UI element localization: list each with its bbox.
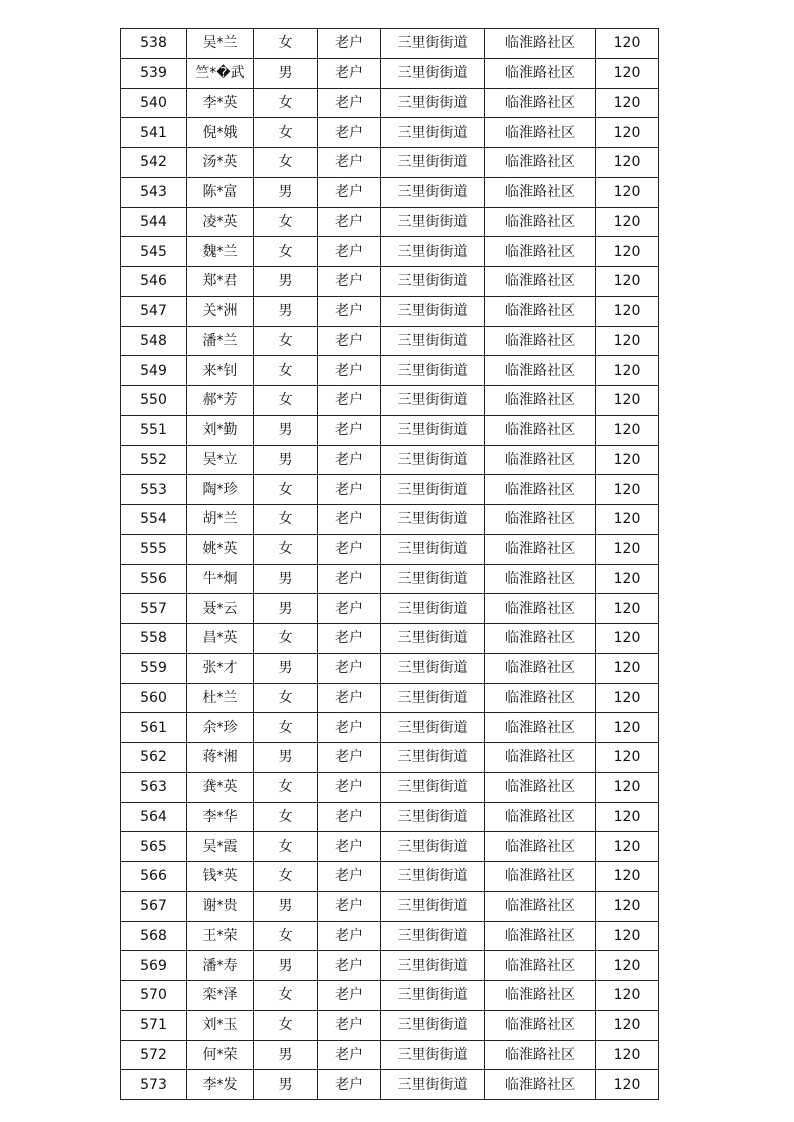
community-cell: 临淮路社区 [485,207,596,237]
name-cell: 聂*云 [187,594,254,624]
street-cell: 三里街街道 [381,713,485,743]
table-row [121,29,659,59]
row-number-cell: 558 [121,624,187,654]
amount-cell: 120 [596,772,659,802]
household-type-cell: 老户 [318,713,381,743]
amount-cell: 120 [596,148,659,178]
table-row [121,534,659,564]
table-row [121,891,659,921]
row-number-cell: 551 [121,415,187,445]
gender-cell: 女 [254,1010,318,1040]
gender-cell: 男 [254,951,318,981]
household-type-cell: 老户 [318,683,381,713]
community-cell: 临淮路社区 [485,505,596,535]
street-cell: 三里街街道 [381,505,485,535]
gender-cell: 女 [254,624,318,654]
community-cell: 临淮路社区 [485,445,596,475]
row-number-cell: 571 [121,1010,187,1040]
household-type-cell: 老户 [318,921,381,951]
street-cell: 三里街街道 [381,386,485,416]
row-number-cell: 547 [121,296,187,326]
street-cell: 三里街街道 [381,58,485,88]
row-number-cell: 559 [121,653,187,683]
roster-table-body [121,29,659,1100]
street-cell: 三里街街道 [381,981,485,1011]
name-cell: 吴*立 [187,445,254,475]
table-row [121,415,659,445]
row-number-cell: 564 [121,802,187,832]
household-type-cell: 老户 [318,653,381,683]
gender-cell: 男 [254,267,318,297]
name-cell: 吴*霞 [187,832,254,862]
table-row [121,475,659,505]
row-number-cell: 550 [121,386,187,416]
amount-cell: 120 [596,386,659,416]
household-type-cell: 老户 [318,862,381,892]
community-cell: 临淮路社区 [485,772,596,802]
gender-cell: 女 [254,88,318,118]
street-cell: 三里街街道 [381,772,485,802]
household-type-cell: 老户 [318,1070,381,1100]
community-cell: 临淮路社区 [485,118,596,148]
street-cell: 三里街街道 [381,29,485,59]
name-cell: 吴*兰 [187,29,254,59]
table-row [121,624,659,654]
name-cell: 胡*兰 [187,505,254,535]
amount-cell: 120 [596,356,659,386]
row-number-cell: 544 [121,207,187,237]
name-cell: 关*洲 [187,296,254,326]
household-type-cell: 老户 [318,386,381,416]
street-cell: 三里街街道 [381,445,485,475]
amount-cell: 120 [596,505,659,535]
gender-cell: 女 [254,148,318,178]
amount-cell: 120 [596,475,659,505]
household-type-cell: 老户 [318,445,381,475]
street-cell: 三里街街道 [381,118,485,148]
household-type-cell: 老户 [318,475,381,505]
community-cell: 临淮路社区 [485,88,596,118]
table-row [121,951,659,981]
street-cell: 三里街街道 [381,653,485,683]
household-type-cell: 老户 [318,207,381,237]
name-cell: 牛*炯 [187,564,254,594]
gender-cell: 女 [254,237,318,267]
row-number-cell: 545 [121,237,187,267]
name-cell: 魏*兰 [187,237,254,267]
household-type-cell: 老户 [318,534,381,564]
gender-cell: 男 [254,177,318,207]
community-cell: 临淮路社区 [485,981,596,1011]
amount-cell: 120 [596,29,659,59]
street-cell: 三里街街道 [381,743,485,773]
gender-cell: 男 [254,445,318,475]
amount-cell: 120 [596,296,659,326]
household-type-cell: 老户 [318,743,381,773]
name-cell: 刘*玉 [187,1010,254,1040]
amount-cell: 120 [596,564,659,594]
gender-cell: 男 [254,415,318,445]
table-row [121,832,659,862]
household-type-cell: 老户 [318,505,381,535]
community-cell: 临淮路社区 [485,891,596,921]
gender-cell: 女 [254,475,318,505]
household-type-cell: 老户 [318,177,381,207]
name-cell: 龚*英 [187,772,254,802]
street-cell: 三里街街道 [381,802,485,832]
household-type-cell: 老户 [318,267,381,297]
amount-cell: 120 [596,1010,659,1040]
name-cell: 陈*富 [187,177,254,207]
street-cell: 三里街街道 [381,177,485,207]
row-number-cell: 573 [121,1070,187,1100]
table-row [121,386,659,416]
name-cell: 凌*英 [187,207,254,237]
name-cell: 李*发 [187,1070,254,1100]
street-cell: 三里街街道 [381,1040,485,1070]
row-number-cell: 568 [121,921,187,951]
amount-cell: 120 [596,891,659,921]
community-cell: 临淮路社区 [485,624,596,654]
table-row [121,237,659,267]
gender-cell: 女 [254,832,318,862]
name-cell: 竺*�武 [187,58,254,88]
table-row [121,118,659,148]
gender-cell: 女 [254,772,318,802]
gender-cell: 女 [254,683,318,713]
amount-cell: 120 [596,267,659,297]
gender-cell: 女 [254,981,318,1011]
gender-cell: 男 [254,296,318,326]
table-row [121,921,659,951]
community-cell: 临淮路社区 [485,267,596,297]
street-cell: 三里街街道 [381,951,485,981]
row-number-cell: 553 [121,475,187,505]
community-cell: 临淮路社区 [485,415,596,445]
amount-cell: 120 [596,326,659,356]
gender-cell: 女 [254,862,318,892]
name-cell: 李*英 [187,88,254,118]
table-row [121,356,659,386]
street-cell: 三里街街道 [381,207,485,237]
table-row [121,88,659,118]
name-cell: 姚*英 [187,534,254,564]
name-cell: 来*钊 [187,356,254,386]
street-cell: 三里街街道 [381,88,485,118]
name-cell: 潘*兰 [187,326,254,356]
amount-cell: 120 [596,683,659,713]
row-number-cell: 542 [121,148,187,178]
community-cell: 临淮路社区 [485,386,596,416]
row-number-cell: 560 [121,683,187,713]
table-row [121,743,659,773]
row-number-cell: 552 [121,445,187,475]
name-cell: 余*珍 [187,713,254,743]
row-number-cell: 538 [121,29,187,59]
row-number-cell: 555 [121,534,187,564]
gender-cell: 女 [254,921,318,951]
table-row [121,564,659,594]
amount-cell: 120 [596,624,659,654]
row-number-cell: 541 [121,118,187,148]
community-cell: 临淮路社区 [485,921,596,951]
street-cell: 三里街街道 [381,267,485,297]
street-cell: 三里街街道 [381,237,485,267]
community-cell: 临淮路社区 [485,29,596,59]
community-cell: 临淮路社区 [485,148,596,178]
row-number-cell: 539 [121,58,187,88]
row-number-cell: 563 [121,772,187,802]
household-type-cell: 老户 [318,951,381,981]
amount-cell: 120 [596,445,659,475]
table-row [121,505,659,535]
community-cell: 临淮路社区 [485,1010,596,1040]
community-cell: 临淮路社区 [485,951,596,981]
table-row [121,58,659,88]
gender-cell: 女 [254,505,318,535]
table-row [121,1010,659,1040]
amount-cell: 120 [596,594,659,624]
community-cell: 临淮路社区 [485,1040,596,1070]
amount-cell: 120 [596,237,659,267]
table-row [121,713,659,743]
community-cell: 临淮路社区 [485,1070,596,1100]
street-cell: 三里街街道 [381,1070,485,1100]
household-type-cell: 老户 [318,29,381,59]
table-row [121,862,659,892]
household-type-cell: 老户 [318,772,381,802]
gender-cell: 男 [254,1070,318,1100]
street-cell: 三里街街道 [381,1010,485,1040]
table-row [121,772,659,802]
table-row [121,148,659,178]
table-row [121,267,659,297]
amount-cell: 120 [596,981,659,1011]
table-row [121,326,659,356]
household-type-cell: 老户 [318,118,381,148]
household-type-cell: 老户 [318,237,381,267]
amount-cell: 120 [596,951,659,981]
amount-cell: 120 [596,58,659,88]
amount-cell: 120 [596,1040,659,1070]
street-cell: 三里街街道 [381,534,485,564]
community-cell: 临淮路社区 [485,594,596,624]
row-number-cell: 543 [121,177,187,207]
gender-cell: 女 [254,386,318,416]
row-number-cell: 562 [121,743,187,773]
table-row [121,445,659,475]
amount-cell: 120 [596,534,659,564]
name-cell: 张*才 [187,653,254,683]
gender-cell: 男 [254,743,318,773]
name-cell: 何*荣 [187,1040,254,1070]
household-type-cell: 老户 [318,624,381,654]
roster-table [120,28,659,1100]
street-cell: 三里街街道 [381,832,485,862]
table-row [121,981,659,1011]
row-number-cell: 567 [121,891,187,921]
household-type-cell: 老户 [318,564,381,594]
street-cell: 三里街街道 [381,683,485,713]
amount-cell: 120 [596,1070,659,1100]
community-cell: 临淮路社区 [485,832,596,862]
row-number-cell: 566 [121,862,187,892]
name-cell: 杜*兰 [187,683,254,713]
community-cell: 临淮路社区 [485,743,596,773]
street-cell: 三里街街道 [381,564,485,594]
gender-cell: 男 [254,1040,318,1070]
gender-cell: 女 [254,356,318,386]
street-cell: 三里街街道 [381,326,485,356]
row-number-cell: 565 [121,832,187,862]
community-cell: 临淮路社区 [485,356,596,386]
amount-cell: 120 [596,207,659,237]
gender-cell: 男 [254,594,318,624]
table-row [121,594,659,624]
name-cell: 郝*芳 [187,386,254,416]
household-type-cell: 老户 [318,356,381,386]
gender-cell: 女 [254,29,318,59]
row-number-cell: 572 [121,1040,187,1070]
name-cell: 倪*娥 [187,118,254,148]
gender-cell: 女 [254,118,318,148]
name-cell: 汤*英 [187,148,254,178]
community-cell: 临淮路社区 [485,534,596,564]
row-number-cell: 569 [121,951,187,981]
household-type-cell: 老户 [318,1040,381,1070]
street-cell: 三里街街道 [381,624,485,654]
name-cell: 潘*寿 [187,951,254,981]
community-cell: 临淮路社区 [485,237,596,267]
name-cell: 钱*英 [187,862,254,892]
row-number-cell: 546 [121,267,187,297]
amount-cell: 120 [596,88,659,118]
community-cell: 临淮路社区 [485,475,596,505]
gender-cell: 男 [254,891,318,921]
street-cell: 三里街街道 [381,296,485,326]
community-cell: 临淮路社区 [485,713,596,743]
amount-cell: 120 [596,653,659,683]
household-type-cell: 老户 [318,832,381,862]
row-number-cell: 540 [121,88,187,118]
amount-cell: 120 [596,177,659,207]
amount-cell: 120 [596,118,659,148]
community-cell: 临淮路社区 [485,58,596,88]
community-cell: 临淮路社区 [485,564,596,594]
name-cell: 栾*泽 [187,981,254,1011]
row-number-cell: 549 [121,356,187,386]
household-type-cell: 老户 [318,415,381,445]
row-number-cell: 554 [121,505,187,535]
street-cell: 三里街街道 [381,356,485,386]
street-cell: 三里街街道 [381,862,485,892]
household-type-cell: 老户 [318,891,381,921]
table-row [121,653,659,683]
community-cell: 临淮路社区 [485,326,596,356]
household-type-cell: 老户 [318,296,381,326]
community-cell: 临淮路社区 [485,296,596,326]
table-row [121,177,659,207]
amount-cell: 120 [596,832,659,862]
table-row [121,296,659,326]
name-cell: 李*华 [187,802,254,832]
row-number-cell: 561 [121,713,187,743]
table-row [121,683,659,713]
name-cell: 刘*勤 [187,415,254,445]
name-cell: 昌*英 [187,624,254,654]
table-row [121,802,659,832]
household-type-cell: 老户 [318,594,381,624]
amount-cell: 120 [596,862,659,892]
amount-cell: 120 [596,713,659,743]
household-type-cell: 老户 [318,802,381,832]
table-row [121,1070,659,1100]
gender-cell: 女 [254,713,318,743]
gender-cell: 女 [254,802,318,832]
community-cell: 临淮路社区 [485,802,596,832]
gender-cell: 女 [254,207,318,237]
gender-cell: 女 [254,326,318,356]
amount-cell: 120 [596,921,659,951]
street-cell: 三里街街道 [381,475,485,505]
community-cell: 临淮路社区 [485,177,596,207]
gender-cell: 男 [254,564,318,594]
name-cell: 蒋*湘 [187,743,254,773]
amount-cell: 120 [596,802,659,832]
street-cell: 三里街街道 [381,921,485,951]
household-type-cell: 老户 [318,148,381,178]
table-row [121,1040,659,1070]
street-cell: 三里街街道 [381,594,485,624]
street-cell: 三里街街道 [381,891,485,921]
community-cell: 临淮路社区 [485,862,596,892]
row-number-cell: 557 [121,594,187,624]
amount-cell: 120 [596,743,659,773]
community-cell: 临淮路社区 [485,653,596,683]
street-cell: 三里街街道 [381,148,485,178]
household-type-cell: 老户 [318,981,381,1011]
row-number-cell: 548 [121,326,187,356]
gender-cell: 女 [254,534,318,564]
name-cell: 陶*珍 [187,475,254,505]
household-type-cell: 老户 [318,326,381,356]
household-type-cell: 老户 [318,88,381,118]
household-type-cell: 老户 [318,1010,381,1040]
name-cell: 郑*君 [187,267,254,297]
community-cell: 临淮路社区 [485,683,596,713]
name-cell: 谢*贵 [187,891,254,921]
street-cell: 三里街街道 [381,415,485,445]
row-number-cell: 570 [121,981,187,1011]
row-number-cell: 556 [121,564,187,594]
gender-cell: 男 [254,58,318,88]
table-row [121,207,659,237]
name-cell: 王*荣 [187,921,254,951]
amount-cell: 120 [596,415,659,445]
household-type-cell: 老户 [318,58,381,88]
gender-cell: 男 [254,653,318,683]
